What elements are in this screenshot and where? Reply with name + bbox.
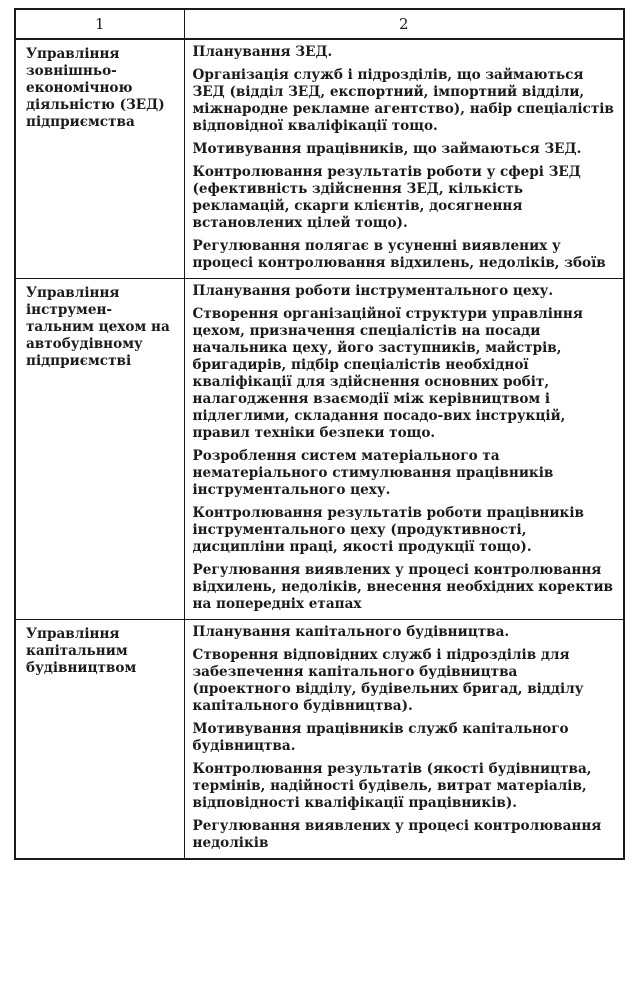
function-paragraph: Створення організаційної структури управління цехом, призначення спеціалістів на посади начальника цеху, його заступників, майстрів, бригадирів, підбір спеціалістів необхідної кваліфікації для здійснення основних робіт, налагодження взаємодії між керівництвом і підлеглими, складання посадо-вих інструкцій, правил техніки безпеки тощо.: [192, 306, 583, 441]
table-header-row: [15, 9, 624, 39]
function-paragraph: Організація служб і підрозділів, що займаються ЗЕД (відділ ЗЕД, експортний, імпортний відділи, міжнародне рекламне агентство), набір спеціалістів відповідної кваліфікації тощо.: [192, 67, 614, 134]
function-paragraph: Створення відповідних служб і підрозділів для забезпечення капітального будівництва (проектного відділу, будівельних бригад, відділу капітального будівництва).: [192, 647, 584, 714]
management-area-cell: Управління інструмен-тальним цехом на автобудівному підприємстві: [15, 279, 184, 620]
function-paragraph: Мотивування працівників служб капітального будівництва.: [192, 721, 569, 754]
management-area-cell: Управління капітальним будівництвом: [15, 620, 184, 860]
table-row: [15, 39, 624, 279]
function-paragraph: Розроблення систем матеріального та нематеріального стимулювання працівників інструментального цеху.: [192, 448, 554, 498]
management-area-cell: Управління зовнішньо-економічною діяльністю (ЗЕД) підприємства: [15, 39, 184, 279]
function-paragraph: Регулювання полягає в усуненні виявлених у процесі контролювання відхилень, недоліків, збоїв: [192, 238, 606, 271]
function-paragraph: Планування капітального будівництва.: [192, 624, 510, 640]
column-header-1: 1: [15, 9, 184, 39]
table-row: [15, 620, 624, 860]
function-paragraph: Планування ЗЕД.: [192, 44, 333, 60]
function-paragraph: Контролювання результатів роботи працівників інструментального цеху (продуктивності, дисципліни праці, якості продукції тощо).: [192, 505, 584, 555]
table-row: [15, 279, 624, 620]
function-paragraph: Планування роботи інструментального цеху.: [192, 283, 554, 299]
functions-description-cell: [184, 620, 624, 860]
function-paragraph: Контролювання результатів роботи у сфері ЗЕД (ефективність здійснення ЗЕД, кількість рекламацій, скарги клієнтів, досягнення встановлених цілей тощо).: [192, 164, 581, 231]
management-functions-table: [14, 8, 625, 860]
column-header-2: 2: [184, 9, 624, 39]
function-paragraph: Регулювання виявлених у процесі контролювання відхилень, недоліків, внесення необхідних коректив на попередніх етапах: [192, 562, 613, 612]
function-paragraph: Регулювання виявлених у процесі контролювання недоліків: [192, 818, 602, 851]
function-paragraph: Контролювання результатів (якості будівництва, термінів, надійності будівель, витрат матеріалів, відповідності кваліфікації працівників).: [192, 761, 592, 811]
functions-description-cell: [184, 39, 624, 279]
function-paragraph: Мотивування працівників, що займаються ЗЕД.: [192, 141, 582, 157]
functions-description-cell: [184, 279, 624, 620]
